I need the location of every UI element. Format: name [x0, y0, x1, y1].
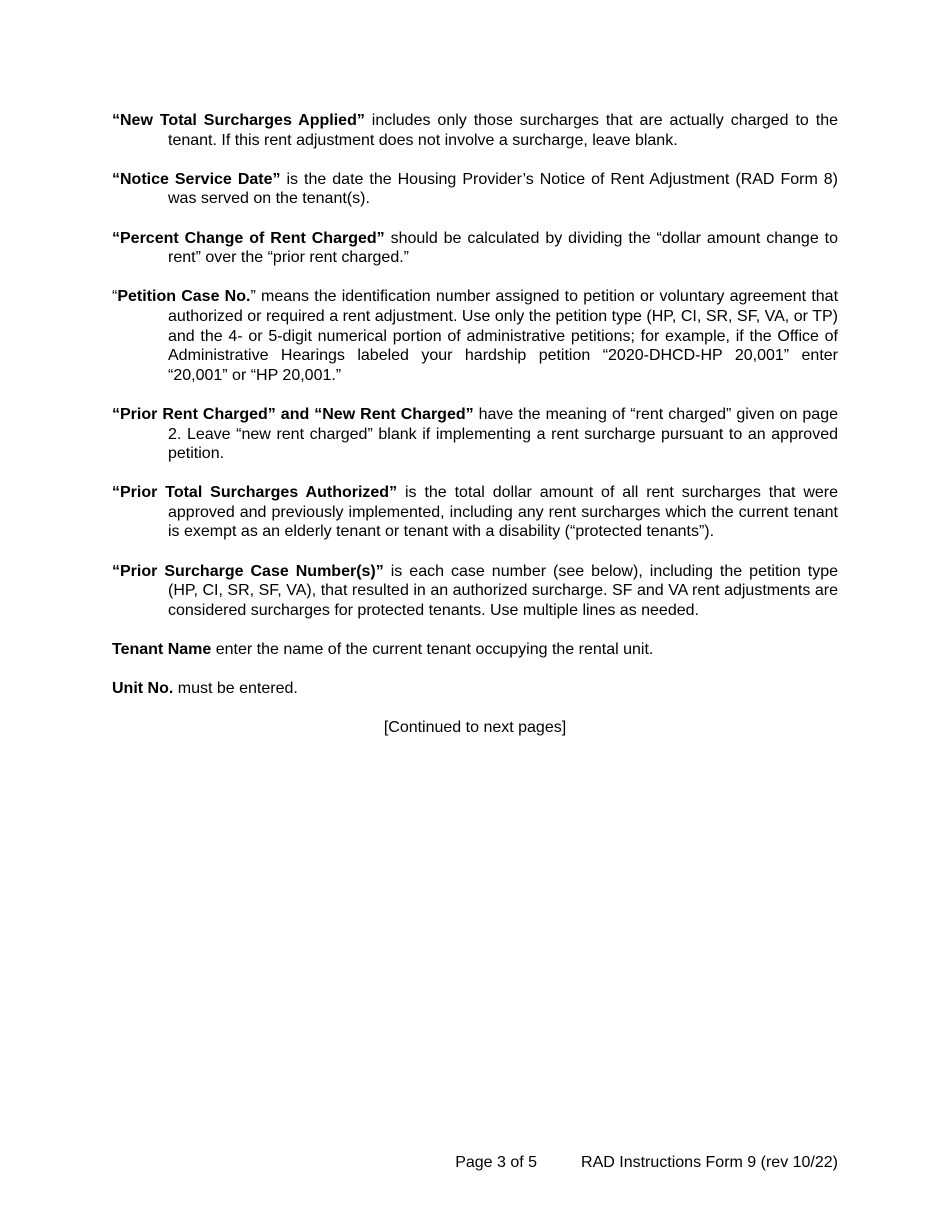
definition-prior-total-surcharges-authorized [112, 483, 838, 542]
definitions-section [112, 111, 838, 738]
definition-text: includes only those surcharges that are actually charged to the tenant. If this rent adjustment does not involve a surcharge, leave blank. [168, 112, 839, 149]
definition-term: “Prior Rent Charged” and “New Rent Charged” [112, 405, 474, 423]
definition-term: Unit No. [112, 680, 174, 698]
definition-term: “Notice Service Date” [112, 170, 281, 188]
definition-text: is each case number (see below), including the petition type (HP, CI, SR, SF, VA), that resulted in an authorized surcharge. SF and VA rent adjustments are considered surcharges for protected tenants. Use multiple lines as needed. [168, 562, 839, 619]
definition-term: “Percent Change of Rent Charged” [112, 229, 385, 247]
definition-new-total-surcharges-applied [112, 111, 838, 150]
definition-text: means the identification number assigned to petition or voluntary agreement that authorized or required a rent adjustment. Use only the petition type (HP, CI, SR, SF, VA, or TP) and the 4- or 5-digit numerical portion of administrative petitions; for example, if the Office of Administrative Hearings labeled your hardship petition “2020-DHCD-HP 20,001” enter “20,001” or “HP 20,001.” [168, 288, 839, 384]
definition-percent-change-of-rent-charged [112, 229, 838, 268]
definition-text: have the meaning of “rent charged” given on page 2. Leave “new rent charged” blank if implementing a rent surcharge pursuant to an approved petition. [168, 405, 839, 463]
page-footer [455, 1153, 838, 1173]
definition-term: “Prior Surcharge Case Number(s)” [112, 562, 384, 580]
definition-term: Petition Case No. [117, 288, 251, 306]
definition-close-quote: ” [250, 288, 256, 306]
definition-text: should be calculated by dividing the “dollar amount change to rent” over the “prior rent charged.” [168, 229, 838, 267]
definition-notice-service-date [112, 170, 838, 209]
definition-text: is the total dollar amount of all rent surcharges that were approved and previously implemented, including any rent surcharges which the current tenant is exempt as an elderly tenant or tenant with a disability (“protected tenants”). [168, 484, 839, 541]
definition-term: “Prior Total Surcharges Authorized” [112, 484, 398, 502]
form-identifier: RAD Instructions Form 9 (rev 10/22) [581, 1154, 838, 1171]
definition-text: enter the name of the current tenant occupying the rental unit. [211, 641, 654, 659]
definition-term: Tenant Name [112, 641, 212, 659]
page-number: Page 3 of 5 [455, 1154, 538, 1171]
definition-open-quote: “ [112, 288, 118, 306]
continued-note: [Continued to next pages] [383, 719, 567, 737]
definition-text: is the date the Housing Provider’s Notice of Rent Adjustment (RAD Form 8) was served on the tenant(s). [168, 170, 839, 208]
definition-prior-surcharge-case-numbers [112, 562, 838, 621]
definition-term: “New Total Surcharges Applied” [112, 112, 365, 129]
definition-petition-case-no [112, 287, 838, 385]
definition-text: must be entered. [173, 680, 298, 698]
definition-tenant-name [112, 640, 838, 660]
definition-unit-no [112, 679, 838, 699]
definition-prior-and-new-rent-charged [112, 405, 838, 464]
